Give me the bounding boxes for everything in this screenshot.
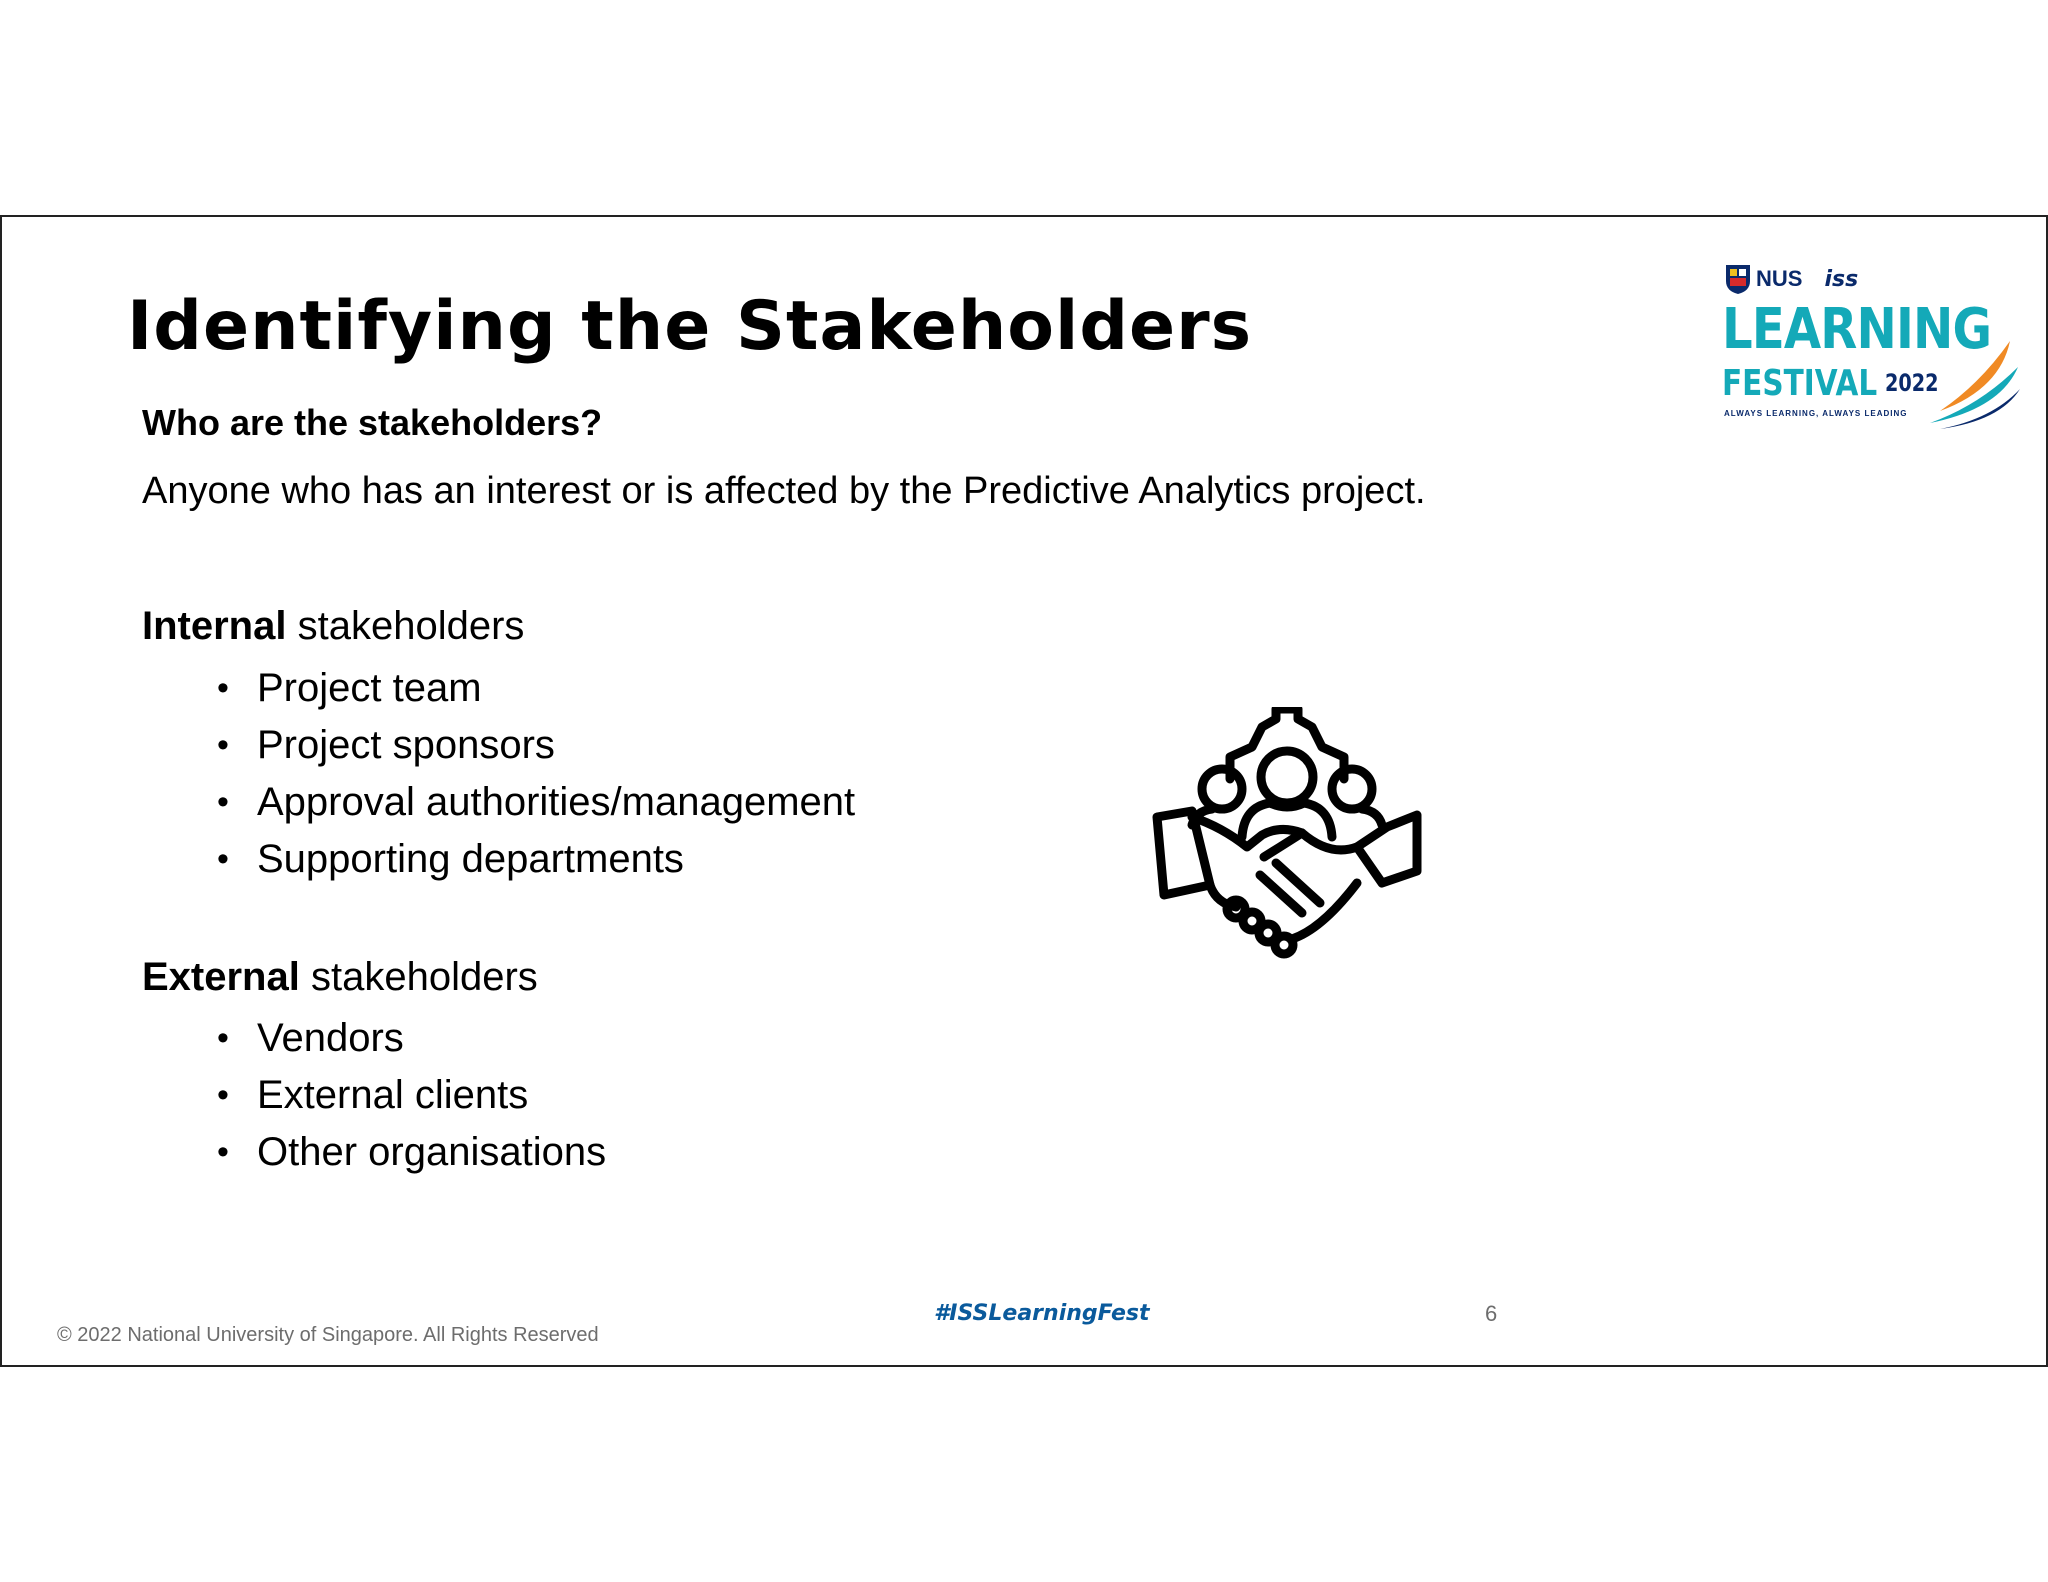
logo-year-text: 2022 <box>1885 369 1939 397</box>
logo-learning-text: LEARNING <box>1722 297 1992 362</box>
internal-heading-bold: Internal <box>142 604 287 648</box>
list-item: • Other organisations <box>217 1124 606 1181</box>
external-heading-rest: stakeholders <box>299 955 538 999</box>
stakeholders-question: Who are the stakeholders? <box>142 402 603 443</box>
external-heading-bold: External <box>142 955 300 999</box>
nus-wordmark: NUS <box>1756 266 1803 291</box>
handshake-people-gear-icon <box>1152 707 1422 967</box>
learning-festival-logo <box>1720 259 2020 429</box>
copyright-notice: © 2022 National University of Singapore. All Rights Reserved <box>57 1324 599 1346</box>
internal-heading-rest: stakeholders <box>286 604 525 648</box>
page-number: 6 <box>1485 1301 1498 1326</box>
internal-stakeholders-heading <box>142 604 524 649</box>
nus-crest-icon <box>1724 263 1752 295</box>
external-stakeholders-list <box>217 1010 606 1181</box>
logo-festival-text: FESTIVAL <box>1722 363 1878 404</box>
slide-title: Identifying the Stakeholders <box>127 287 1253 366</box>
stakeholders-definition: Anyone who has an interest or is affected by the Predictive Analytics project. <box>142 470 1426 512</box>
logo-tagline: ALWAYS LEARNING, ALWAYS LEADING <box>1724 409 1908 418</box>
list-item: • Supporting departments <box>217 831 855 888</box>
swoosh-icon <box>1900 339 2020 429</box>
list-item: • Vendors <box>217 1010 606 1067</box>
list-item: • External clients <box>217 1067 606 1124</box>
iss-wordmark: iss <box>1824 266 1859 292</box>
event-hashtag: #ISSLearningFest <box>934 1301 1150 1326</box>
list-item: • Project team <box>217 660 855 717</box>
list-item: • Project sponsors <box>217 717 855 774</box>
nus-iss-row <box>1724 259 1858 299</box>
external-stakeholders-heading <box>142 955 538 1000</box>
list-item: • Approval authorities/management <box>217 774 855 831</box>
internal-stakeholders-list <box>217 660 855 888</box>
slide <box>0 215 2048 1367</box>
